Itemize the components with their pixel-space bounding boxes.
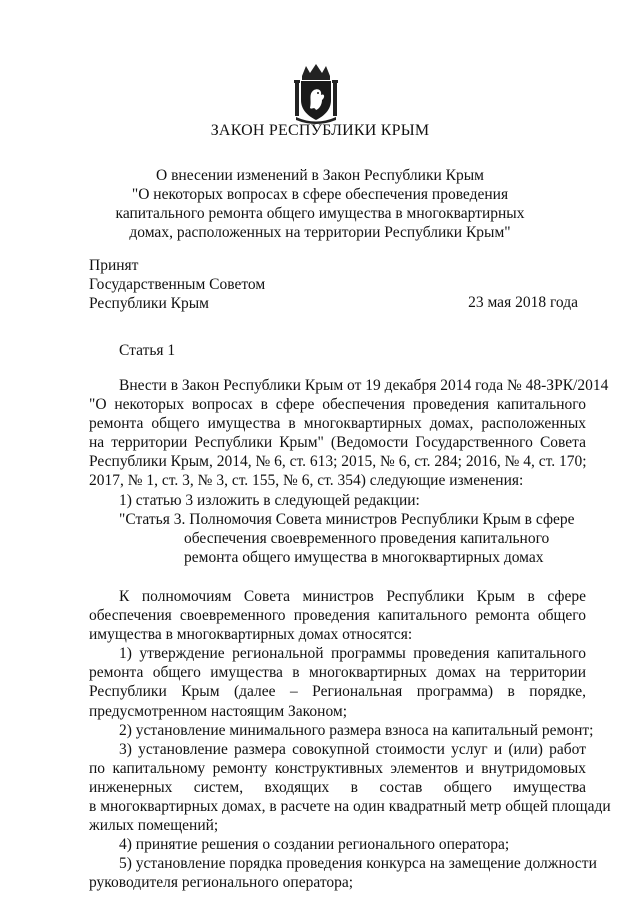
body-line: 4) принятие решения о создании регионального оператора;	[119, 836, 510, 854]
law-title: ЗАКОН РЕСПУБЛИКИ КРЫМ	[210, 122, 430, 139]
body-line: 2017, № 1, ст. 3, № 3, ст. 155, № 6, ст. 354) следующие изменения:	[89, 472, 524, 490]
adopted-line: Республики Крым	[89, 295, 209, 312]
crimea-coat-of-arms-icon	[292, 62, 340, 124]
adoption-block	[89, 256, 265, 313]
adopted-line: Государственным Советом	[89, 276, 266, 293]
body-line: 2) установление минимального размера взноса на капитальный ремонт;	[119, 721, 594, 739]
article-3-heading-cont: обеспечения своевременного проведения капитального	[184, 529, 550, 547]
subtitle-line: О внесении изменений в Закон Республики Крым	[156, 167, 484, 184]
body-line: 5) установление порядка проведения конкурса на замещение должности	[119, 855, 597, 873]
subtitle-line: домах, расположенных на территории Республики Крым"	[129, 224, 511, 241]
body-line: в многоквартирных домах, в расчете на один квадратный метр общей площади	[89, 797, 611, 815]
body-line: Республики Крым (далее – Региональная программа) в порядке,	[89, 683, 586, 701]
law-subtitle	[80, 166, 560, 242]
body-line: жилых помещений;	[89, 817, 219, 835]
adopted-line: Принят	[89, 257, 139, 274]
body-line: ремонта общего имущества в многоквартирных домах на территории	[89, 664, 586, 682]
body-line: обеспечения своевременного проведения капитального ремонта общего	[89, 607, 586, 625]
body-line: 3) установление размера совокупной стоимости услуг и (или) работ	[119, 740, 586, 758]
body-line: руководителя регионального оператора;	[89, 874, 354, 892]
subtitle-line: "О некоторых вопросах в сфере обеспечения проведения	[131, 186, 509, 203]
article-3-heading: "Статья 3. Полномочия Совета министров Республики Крым в сфере	[119, 510, 575, 528]
body-line: инженерных систем, входящих в состав общего имущества	[89, 778, 586, 796]
article-3-heading-cont: ремонта общего имущества в многоквартирных домах	[184, 548, 544, 566]
subtitle-line: капитального ремонта общего имущества в многоквартирных	[115, 205, 525, 222]
adoption-date: 23 мая 2018 года	[468, 294, 578, 311]
body-line: ремонта общего имущества в многоквартирных домах, расположенных	[89, 415, 586, 433]
body-line: Республики Крым, 2014, № 6, ст. 613; 2015, № 6, ст. 284; 2016, № 4, ст. 170;	[89, 453, 587, 471]
article-body	[89, 376, 611, 892]
body-line: 1) утверждение региональной программы проведения капитального	[119, 645, 586, 663]
body-line: Внести в Закон Республики Крым от 19 декабря 2014 года № 48-ЗРК/2014	[119, 377, 609, 394]
body-line: 1) статью 3 изложить в следующей редакции:	[119, 491, 420, 509]
body-line: на территории Республики Крым" (Ведомости Государственного Совета	[89, 434, 586, 452]
article-heading: Статья 1	[119, 342, 176, 359]
body-line: К полномочиям Совета министров Республики Крым в сфере	[119, 587, 586, 605]
body-line: имущества в многоквартирных домах относятся:	[89, 626, 413, 644]
body-line: предусмотренном настоящим Законом;	[89, 702, 348, 720]
body-line: "О некоторых вопросах в сфере обеспечения проведения капитального	[89, 396, 586, 414]
body-line: по капитальному ремонту конструктивных элементов и внутридомовых	[89, 759, 586, 777]
